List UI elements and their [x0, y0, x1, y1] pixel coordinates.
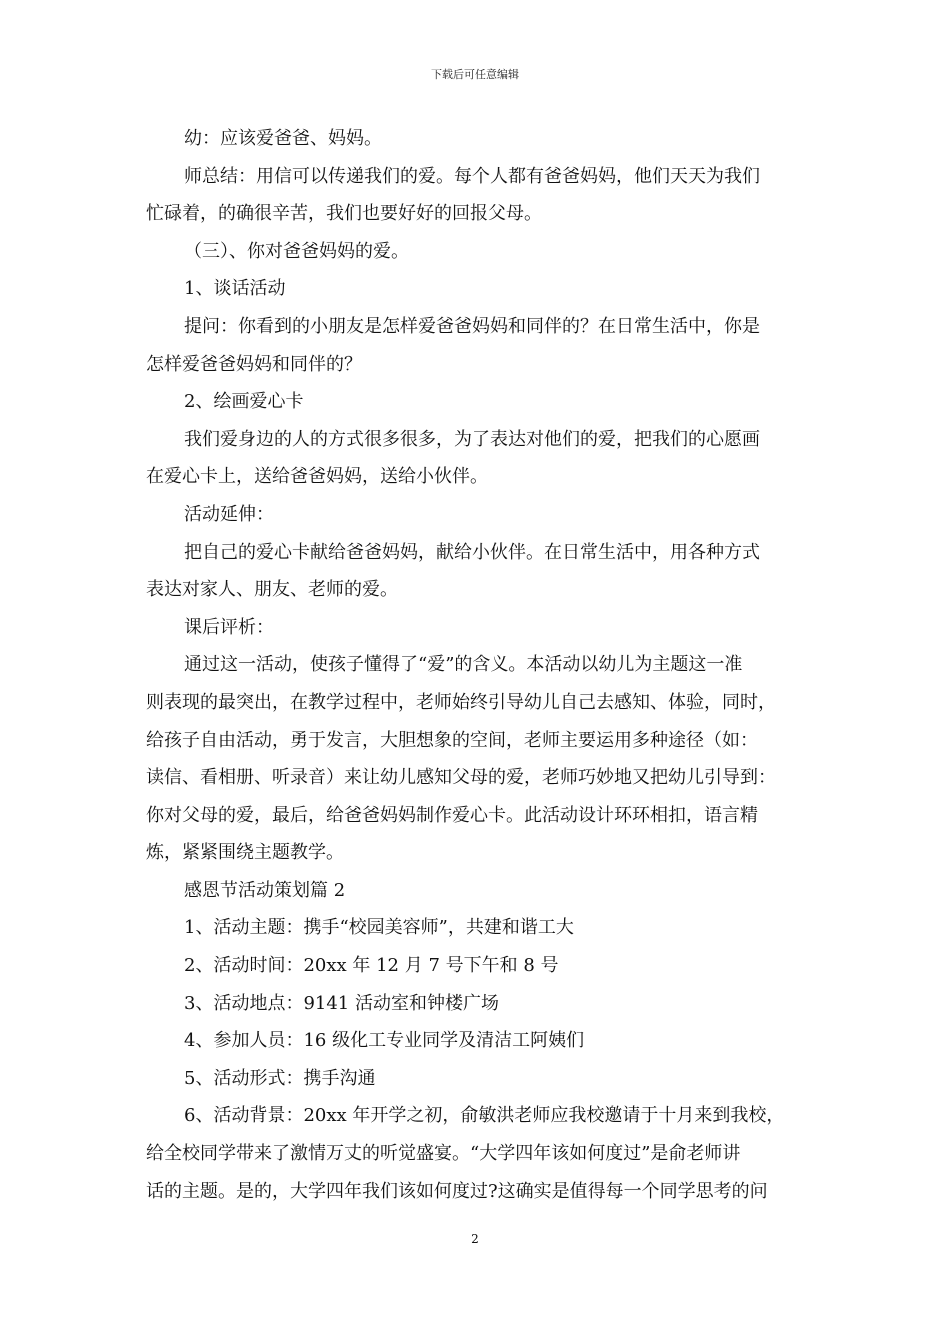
paragraph-line: 怎样爱爸爸妈妈和同伴的？ [146, 353, 362, 375]
paragraph-line: 幼：应该爱爸爸、妈妈。 [184, 128, 382, 149]
paragraph-line: 6、活动背景：20xx 年开学之初，俞敏洪老师应我校邀请于十月来到我校， [184, 1105, 785, 1127]
paragraph-line: 5、活动形式：携手沟通 [184, 1067, 376, 1089]
paragraph-line: 则表现的最突出，在教学过程中，老师始终引导幼儿自己去感知、体验，同时， [146, 691, 776, 713]
paragraph-line: 课后评析： [184, 616, 274, 638]
paragraph-line: 活动延伸： [184, 503, 274, 525]
paragraph-line: 忙碌着，的确很辛苦，我们也要好好的回报父母。 [146, 203, 542, 225]
paragraph-line: 在爱心卡上，送给爸爸妈妈，送给小伙伴。 [146, 466, 488, 488]
paragraph-line: 给孩子自由活动，勇于发言，大胆想象的空间，老师主要运用多种途径（如： [146, 729, 758, 751]
paragraph-line: 读信、看相册、听录音）来让幼儿感知父母的爱，老师巧妙地又把幼儿引导到： [146, 767, 776, 789]
paragraph-line: 2、绘画爱心卡 [184, 391, 304, 413]
paragraph-line: 炼，紧紧围绕主题教学。 [146, 842, 344, 864]
paragraph-line: 1、谈话活动 [184, 278, 286, 300]
page-number: 2 [471, 1232, 479, 1246]
page-header: 下载后可任意编辑 [431, 68, 519, 81]
paragraph-line: 4、参加人员：16 级化工专业同学及清洁工阿姨们 [184, 1030, 585, 1052]
paragraph-line: 师总结：用信可以传递我们的爱。每个人都有爸爸妈妈，他们天天为我们 [184, 165, 760, 187]
paragraph-line: 通过这一活动，使孩子懂得了“爱”的含义。本活动以幼儿为主题这一准 [184, 654, 743, 676]
paragraph-line: 给全校同学带来了激情万丈的听觉盛宴。“大学四年该如何度过”是俞老师讲 [146, 1143, 741, 1165]
paragraph-line: 我们爱身边的人的方式很多很多，为了表达对他们的爱，把我们的心愿画 [184, 428, 760, 450]
paragraph-line: （三）、你对爸爸妈妈的爱。 [184, 240, 409, 262]
paragraph-line: 提问：你看到的小朋友是怎样爱爸爸妈妈和同伴的？在日常生活中，你是 [184, 315, 760, 337]
document-body [146, 120, 818, 1210]
paragraph-line: 表达对家人、朋友、老师的爱。 [146, 579, 398, 601]
paragraph-line: 感恩节活动策划篇 2 [184, 879, 346, 901]
paragraph-line: 1、活动主题：携手“校园美容师”，共建和谐工大 [184, 917, 574, 939]
paragraph-line: 2、活动时间：20xx 年 12 月 7 号下午和 8 号 [184, 955, 559, 977]
paragraph-line: 你对父母的爱，最后，给爸爸妈妈制作爱心卡。此活动设计环环相扣，语言精 [146, 804, 758, 826]
paragraph-line: 把自己的爱心卡献给爸爸妈妈，献给小伙伴。在日常生活中，用各种方式 [184, 541, 760, 563]
paragraph-line: 话的主题。是的，大学四年我们该如何度过?这确实是值得每一个同学思考的问 [146, 1180, 768, 1202]
paragraph-line: 3、活动地点：9141 活动室和钟楼广场 [184, 992, 499, 1014]
